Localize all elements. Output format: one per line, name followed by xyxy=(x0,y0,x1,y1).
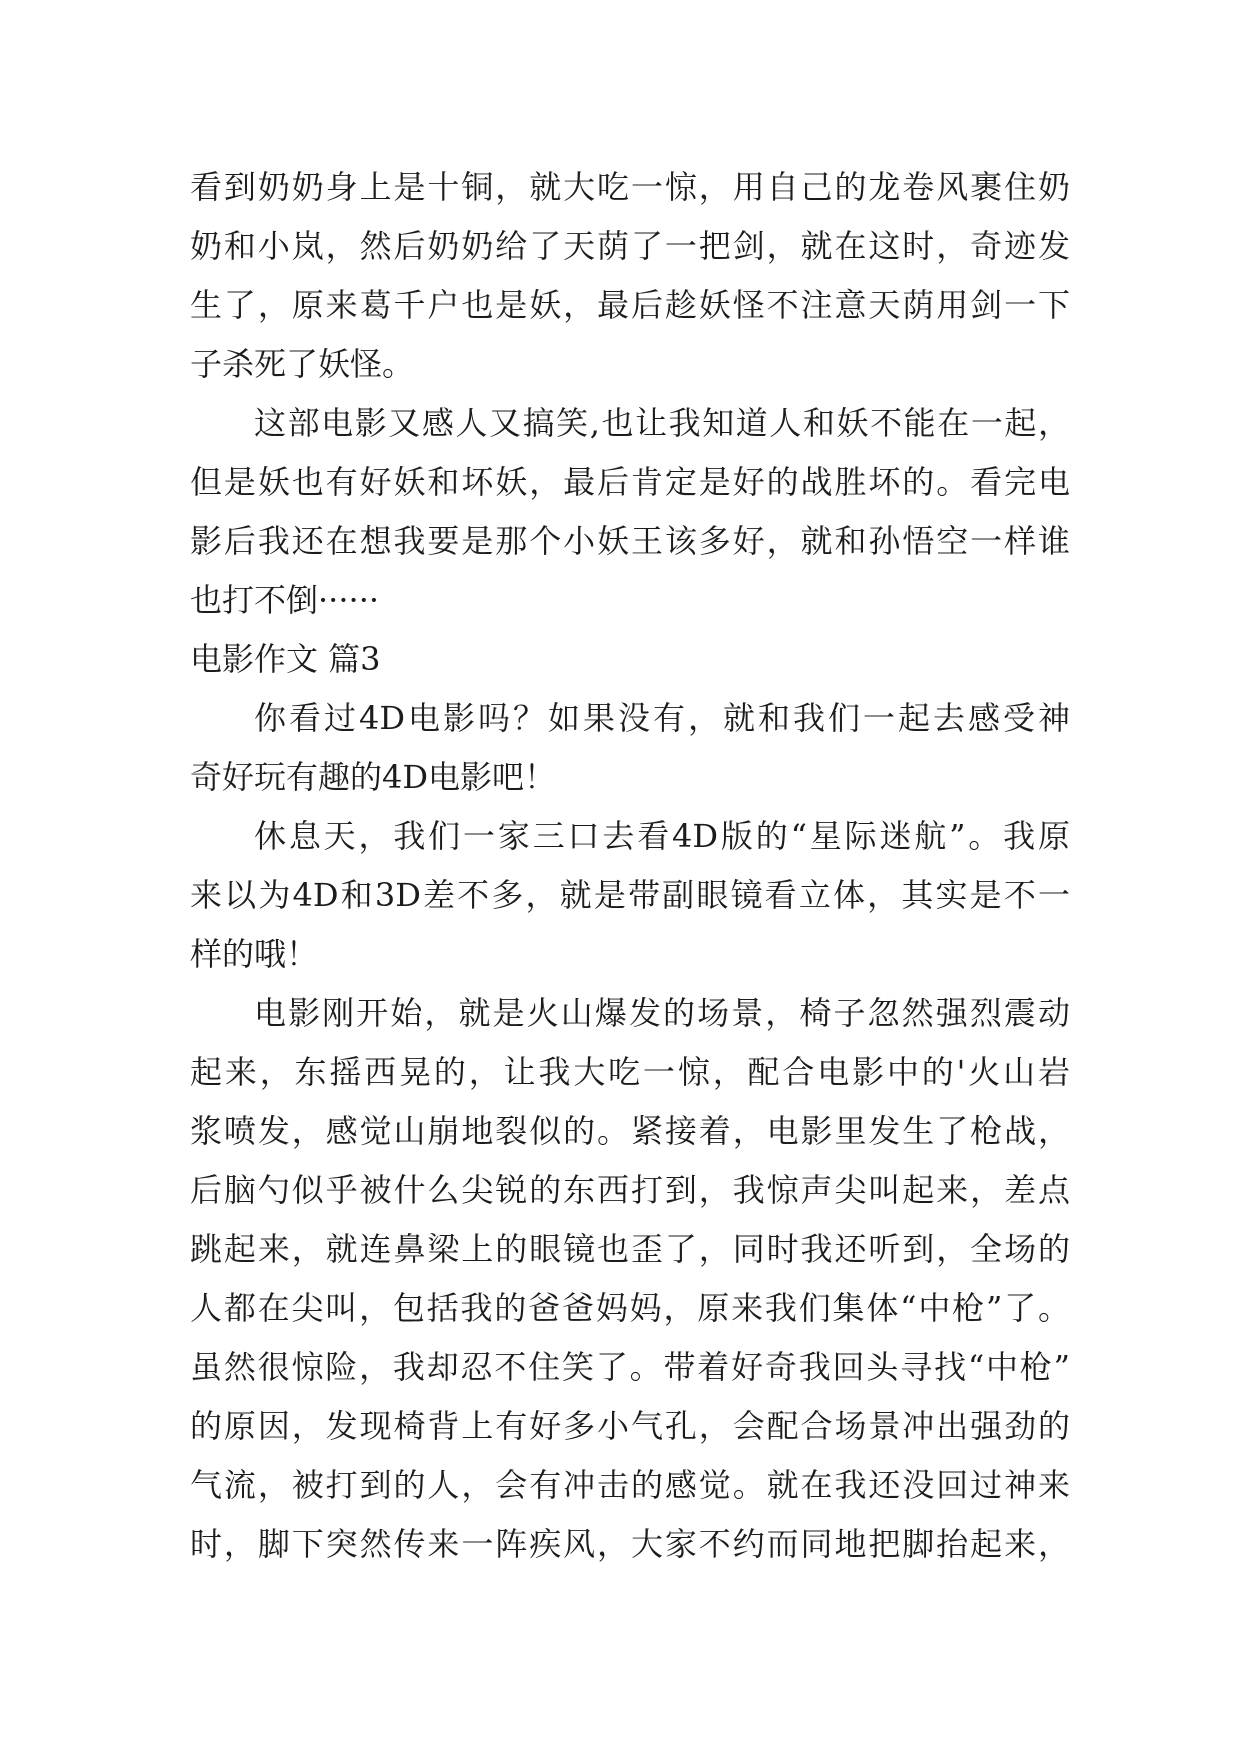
paragraph xyxy=(190,807,1070,984)
text-line: 人都在尖叫，包括我的爸爸妈妈，原来我们集体“中枪”了。 xyxy=(190,1289,1070,1327)
heading-text: 电影作文 篇3 xyxy=(190,640,381,678)
text-line: 影后我还在想我要是那个小妖王该多好，就和孙悟空一样谁 xyxy=(190,522,1070,560)
text-line: 奇好玩有趣的4D电影吧！ xyxy=(190,758,557,796)
text-line: 你看过4D电影吗？如果没有，就和我们一起去感受神 xyxy=(254,699,1070,737)
text-line: 休息天，我们一家三口去看4D版的“星际迷航”。我原 xyxy=(254,817,1070,855)
text-line: 浆喷发，感觉山崩地裂似的。紧接着，电影里发生了枪战， xyxy=(190,1112,1070,1150)
text-line: 时，脚下突然传来一阵疾风，大家不约而同地把脚抬起来， xyxy=(190,1525,1070,1563)
text-line: 气流，被打到的人，会有冲击的感觉。就在我还没回过神来 xyxy=(190,1466,1070,1504)
paragraph xyxy=(190,689,1070,807)
text-line: 奶和小岚，然后奶奶给了天荫了一把剑，就在这时，奇迹发 xyxy=(190,227,1070,265)
text-line: 起来，东摇西晃的，让我大吃一惊，配合电影中的'火山岩 xyxy=(190,1053,1070,1091)
text-line: 也打不倒······ xyxy=(190,581,380,619)
text-line: 的原因，发现椅背上有好多小气孔，会配合场景冲出强劲的 xyxy=(190,1407,1070,1445)
text-line: 但是妖也有好妖和坏妖，最后肯定是好的战胜坏的。看完电 xyxy=(190,463,1070,501)
text-line: 样的哦！ xyxy=(190,935,319,973)
paragraph xyxy=(190,394,1070,630)
text-line: 跳起来，就连鼻梁上的眼镜也歪了，同时我还听到，全场的 xyxy=(190,1230,1070,1268)
paragraph xyxy=(190,158,1070,394)
text-line: 这部电影又感人又搞笑,也让我知道人和妖不能在一起， xyxy=(254,404,1070,442)
text-line: 来以为4D和3D差不多，就是带副眼镜看立体，其实是不一 xyxy=(190,876,1070,914)
section-heading xyxy=(190,630,1070,689)
text-line: 后脑勺似乎被什么尖锐的东西打到，我惊声尖叫起来，差点 xyxy=(190,1171,1070,1209)
document-body xyxy=(190,158,1070,1574)
text-line: 看到奶奶身上是十铜，就大吃一惊，用自己的龙卷风裹住奶 xyxy=(190,168,1070,206)
paragraph xyxy=(190,984,1070,1574)
text-line: 电影刚开始，就是火山爆发的场景，椅子忽然强烈震动 xyxy=(254,994,1070,1032)
text-line: 虽然很惊险，我却忍不住笑了。带着好奇我回头寻找“中枪” xyxy=(190,1348,1070,1386)
text-line: 生了，原来葛千户也是妖，最后趁妖怪不注意天荫用剑一下 xyxy=(190,286,1070,324)
text-line: 子杀死了妖怪。 xyxy=(190,345,415,383)
